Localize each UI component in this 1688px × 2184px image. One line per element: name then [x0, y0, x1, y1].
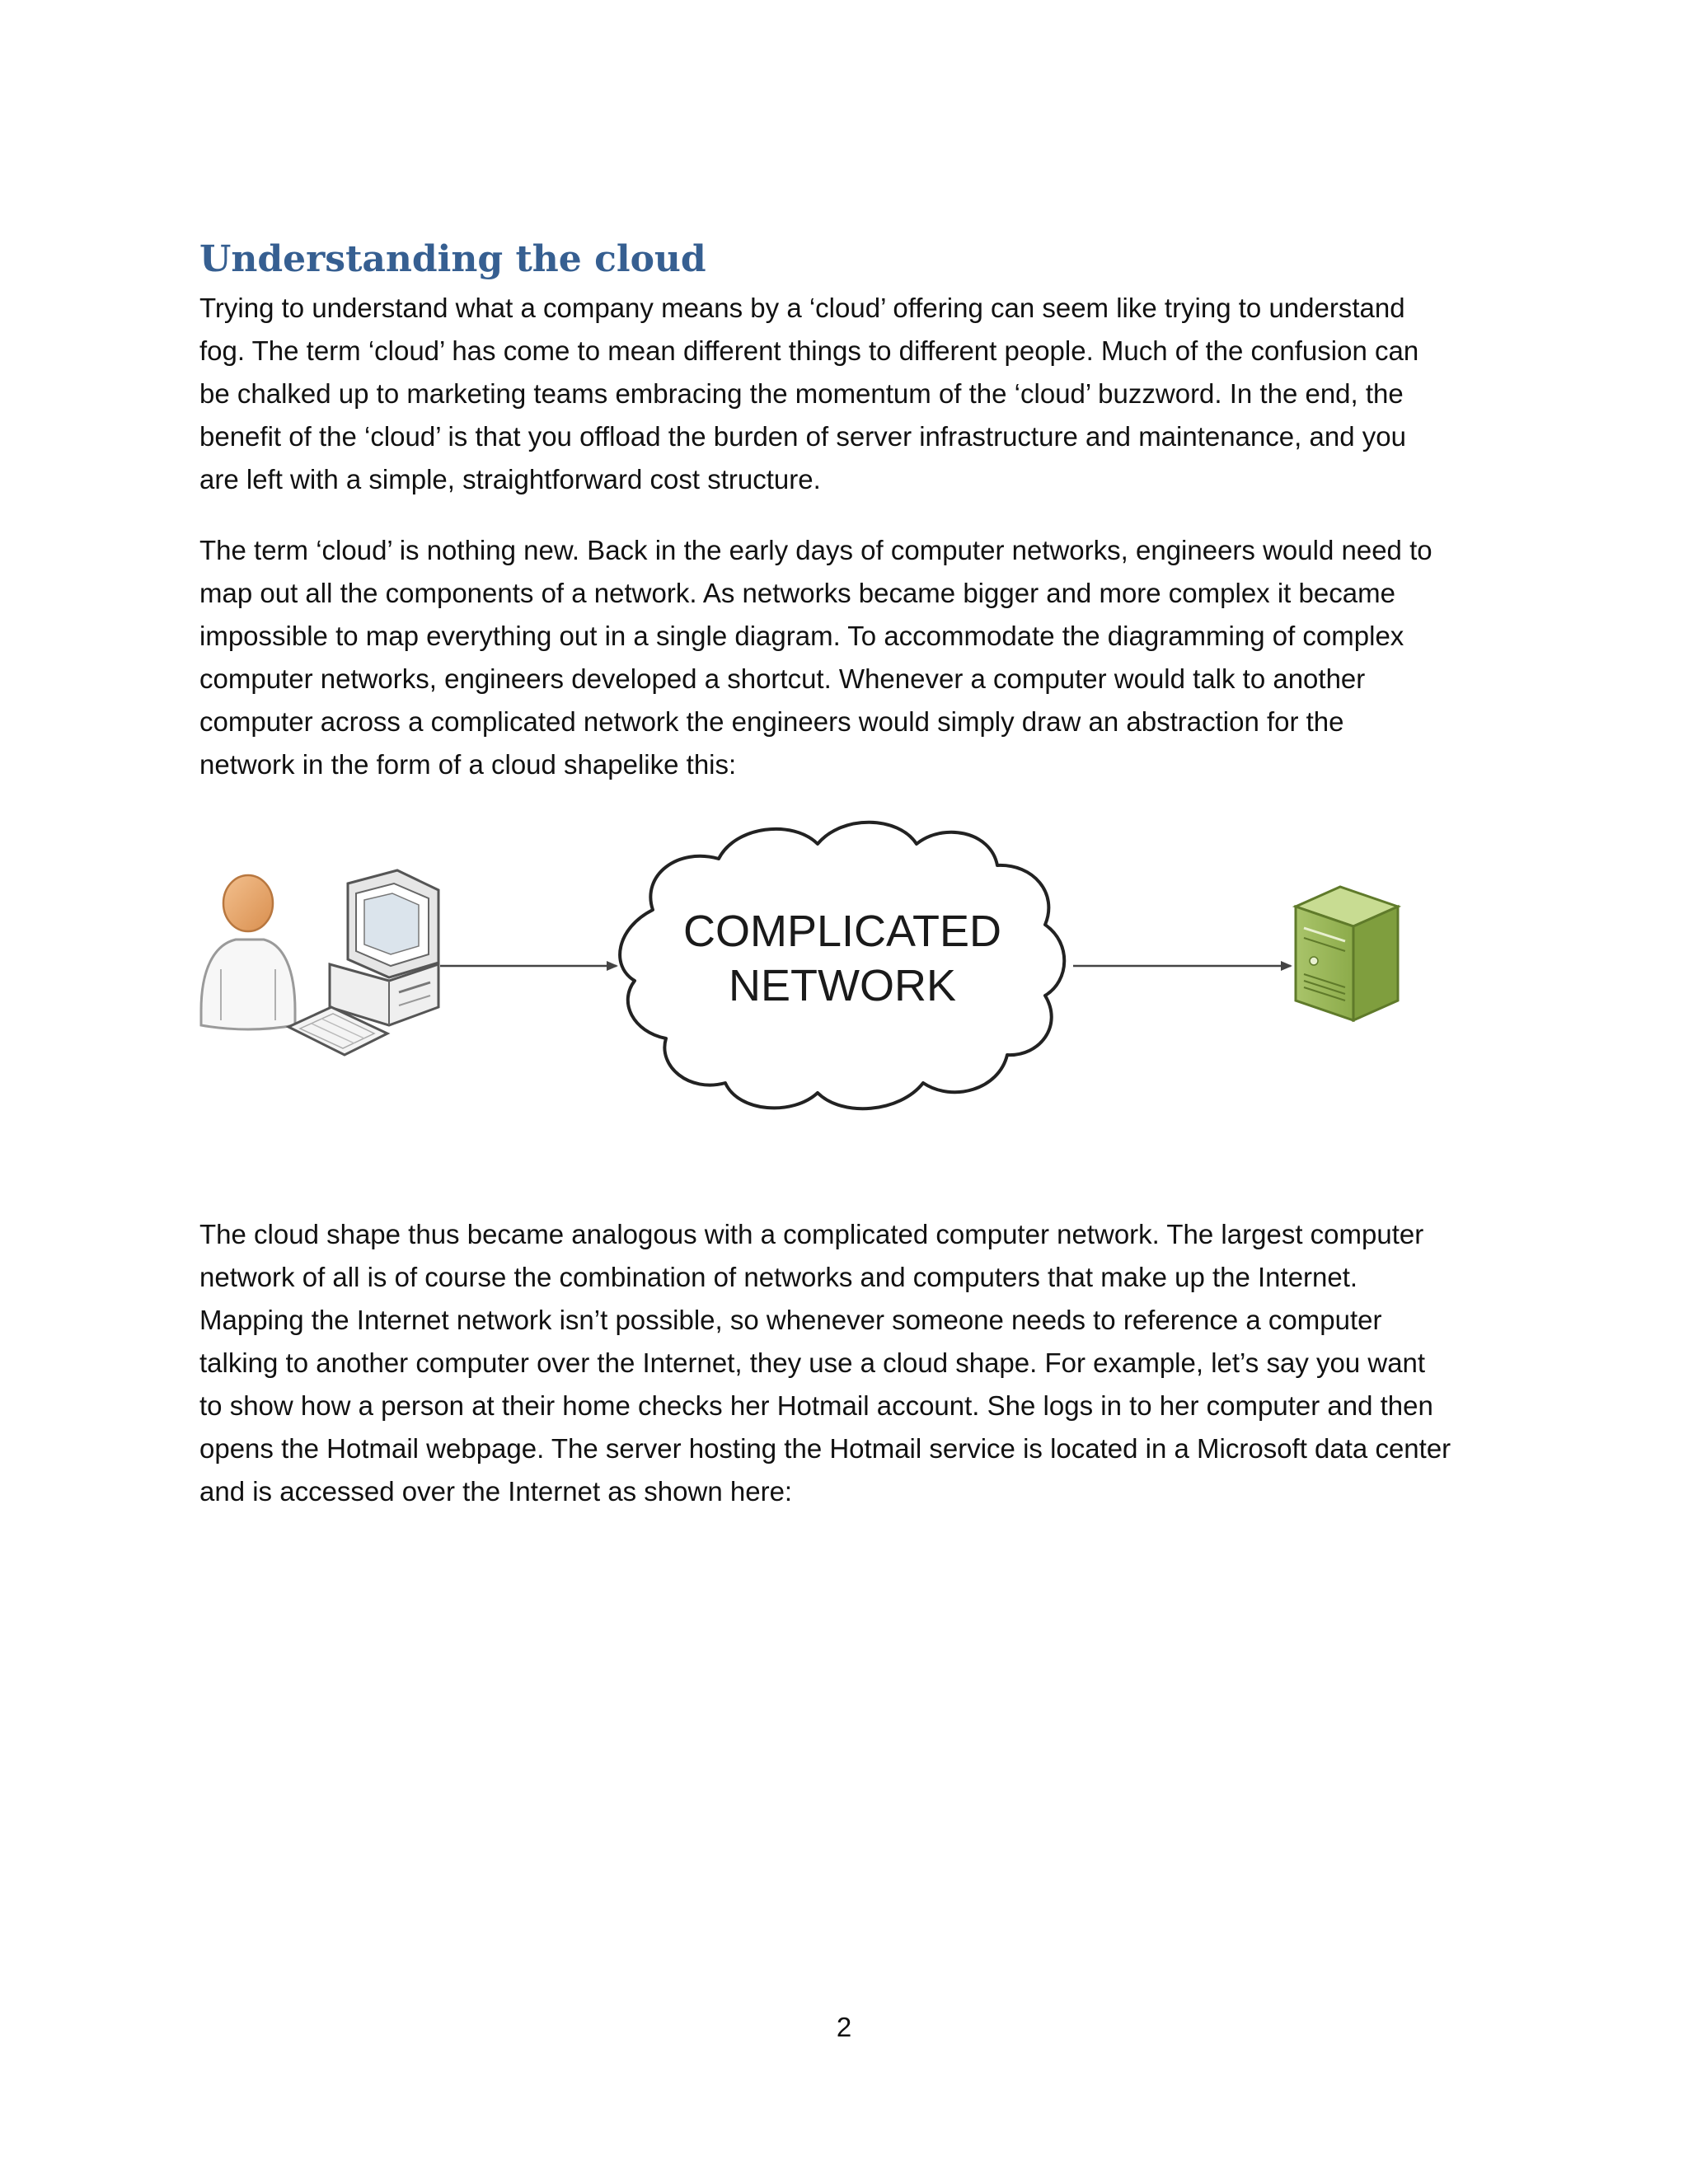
paragraph-line: to show how a person at their home checks her Hotmail account. She logs in to her computer and then [199, 1390, 1433, 1421]
cloud-label-line-1: COMPLICATED [682, 907, 1002, 956]
paragraph-line: network in the form of a cloud shapelike this: [199, 749, 737, 780]
paragraph-line: and is accessed over the Internet as shown here: [199, 1476, 793, 1507]
paragraph-line: be chalked up to marketing teams embracing the momentum of the ‘cloud’ buzzword. In the end, the [199, 378, 1404, 409]
paragraph-line: The cloud shape thus became analogous with a complicated computer network. The largest computer [199, 1219, 1424, 1249]
paragraph-1 [199, 287, 1502, 501]
paragraph-line: map out all the components of a network. As networks became bigger and more complex it became [199, 578, 1395, 608]
network-diagram [191, 804, 1441, 1126]
paragraph-line: are left with a simple, straightforward cost structure. [199, 464, 821, 494]
paragraph-line: opens the Hotmail webpage. The server hosting the Hotmail service is located in a Microsoft data center [199, 1433, 1451, 1464]
person-icon [201, 875, 295, 1029]
paragraph-line: Mapping the Internet network isn’t possible, so whenever someone needs to reference a computer [199, 1305, 1382, 1335]
cloud-shape [620, 823, 1064, 1108]
paragraph-3 [199, 1213, 1502, 1513]
paragraph-line: fog. The term ‘cloud’ has come to mean different things to different people. Much of the confusion can [199, 335, 1419, 366]
paragraph-line: computer across a complicated network the engineers would simply draw an abstraction for the [199, 706, 1344, 737]
paragraph-line: impossible to map everything out in a single diagram. To accommodate the diagramming of complex [199, 621, 1404, 651]
paragraph-line: Trying to understand what a company means by a ‘cloud’ offering can seem like trying to understand [199, 293, 1405, 323]
paragraph-2 [199, 529, 1502, 786]
paragraph-line: benefit of the ‘cloud’ is that you offload the burden of server infrastructure and maintenance, and you [199, 421, 1406, 452]
page-number: 2 [836, 2012, 852, 2042]
paragraph-line: The term ‘cloud’ is nothing new. Back in the early days of computer networks, engineers would need to [199, 535, 1432, 565]
paragraph-line: computer networks, engineers developed a shortcut. Whenever a computer would talk to another [199, 663, 1366, 694]
paragraph-line: talking to another computer over the Internet, they use a cloud shape. For example, let’s say you want [199, 1347, 1426, 1378]
server-icon [1296, 887, 1398, 1020]
section-heading: Understanding the cloud [199, 238, 706, 280]
cloud-label-line-2: NETWORK [729, 961, 956, 1010]
computer-icon [288, 870, 438, 1055]
paragraph-line: network of all is of course the combination of networks and computers that make up the Internet. [199, 1262, 1358, 1292]
